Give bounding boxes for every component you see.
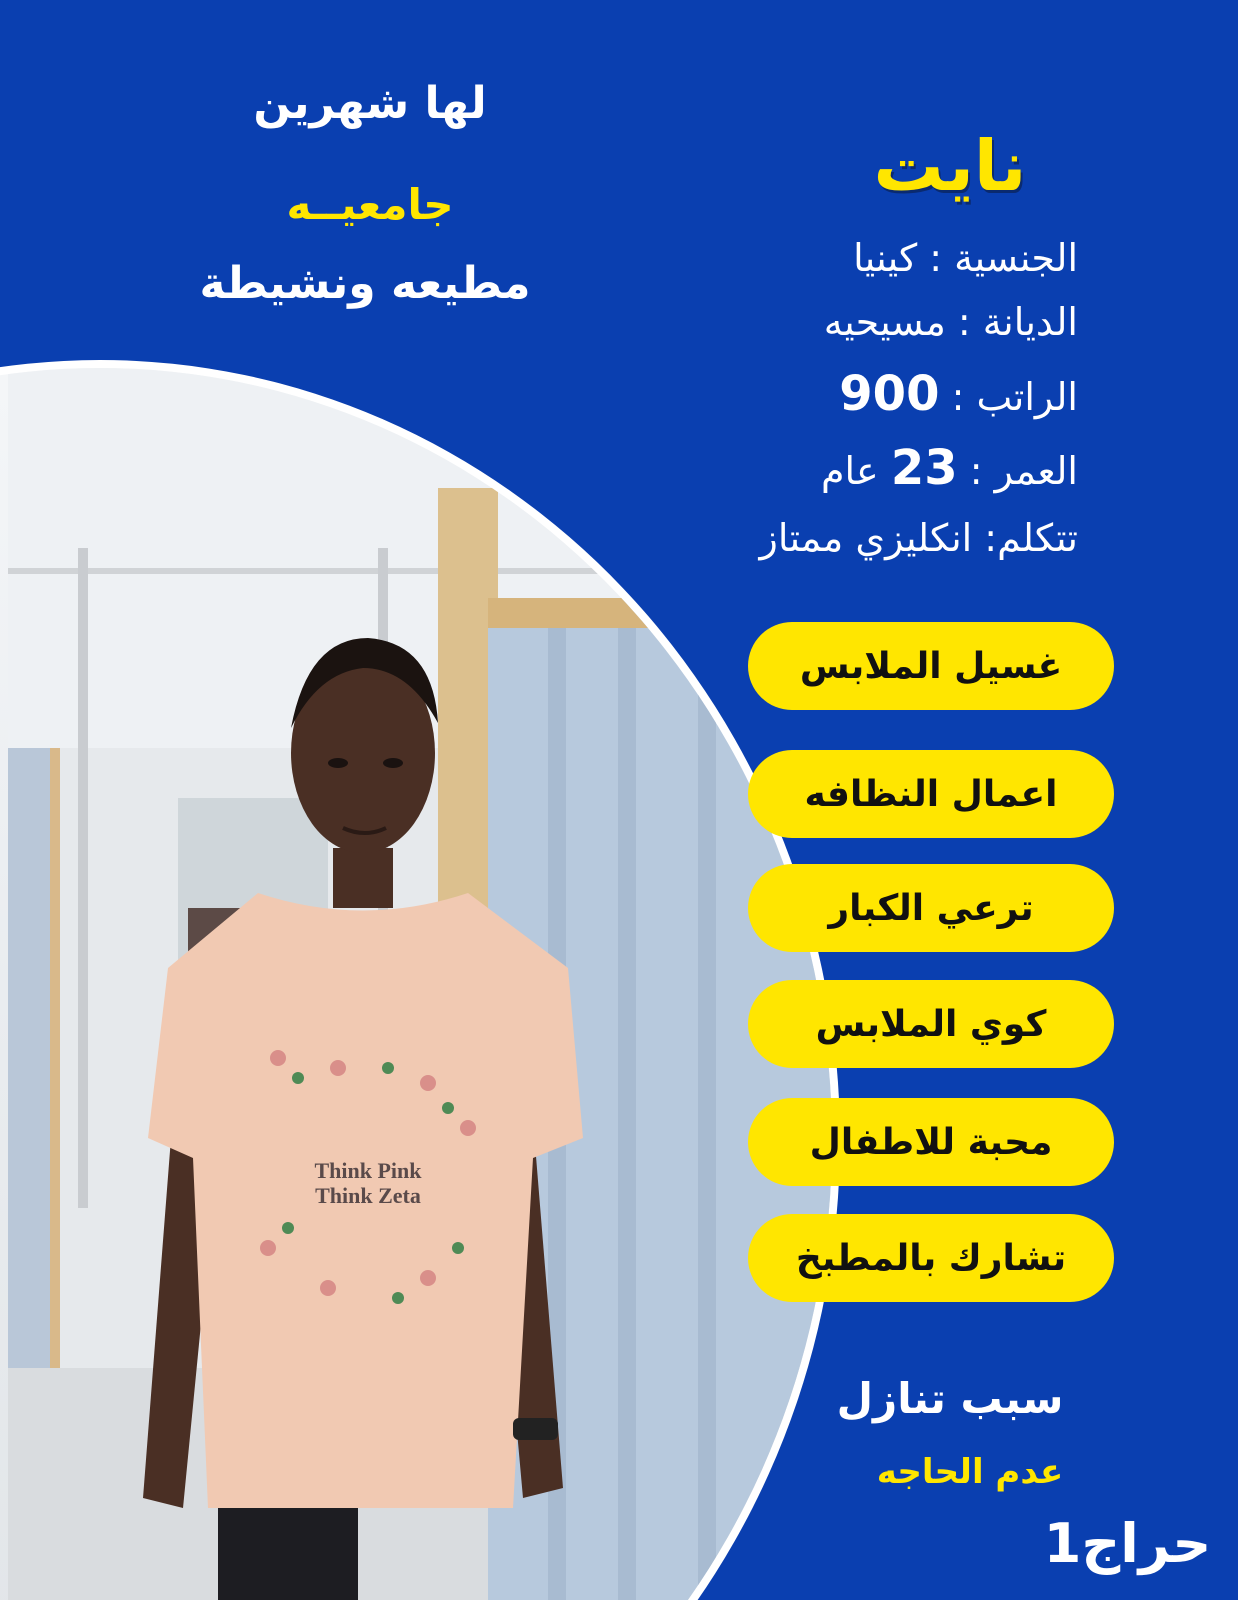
nationality-line: الجنسية : كينيا bbox=[853, 236, 1078, 280]
skill-badge-laundry: غسيل الملابس bbox=[748, 622, 1114, 710]
skill-badge-cleaning: اعمال النظافه bbox=[748, 750, 1114, 838]
language-line: تتكلم: انكليزي ممتاز bbox=[759, 516, 1078, 560]
religion-line: الديانة : مسيحيه bbox=[823, 300, 1078, 344]
worker-name: نايت bbox=[873, 125, 1027, 207]
education-text: جامعيــه bbox=[286, 180, 454, 229]
age-label: العمر : bbox=[969, 449, 1078, 493]
age-value: 23 bbox=[890, 440, 958, 496]
shirt-text-line-1: Think Pink bbox=[314, 1158, 422, 1183]
skill-badge-kitchen: تشارك بالمطبخ bbox=[748, 1214, 1114, 1302]
worker-photo-illustration bbox=[8, 368, 832, 1600]
duration-text: لها شهرين bbox=[253, 78, 487, 129]
salary-label: الراتب : bbox=[951, 375, 1078, 419]
age-unit: عام bbox=[820, 449, 879, 493]
worker-photo bbox=[0, 368, 832, 1600]
salary-value: 900 bbox=[839, 366, 940, 422]
traits-text: مطيعه ونشيطة bbox=[199, 258, 531, 309]
skill-badge-childcare: محبة للاطفال bbox=[748, 1098, 1114, 1186]
photo-frame bbox=[0, 360, 840, 1600]
reason-label: سبب تنازل bbox=[836, 1374, 1064, 1423]
salary-line bbox=[839, 366, 1078, 422]
brand-logo-text: حراج1 bbox=[1043, 1512, 1212, 1575]
reason-value: عدم الحاجه bbox=[876, 1452, 1064, 1492]
skill-badge-ironing: كوي الملابس bbox=[748, 980, 1114, 1068]
shirt-text-line-2: Think Zeta bbox=[315, 1183, 421, 1208]
skill-badge-elderly-care: ترعي الكبار bbox=[748, 864, 1114, 952]
age-line bbox=[821, 440, 1078, 496]
